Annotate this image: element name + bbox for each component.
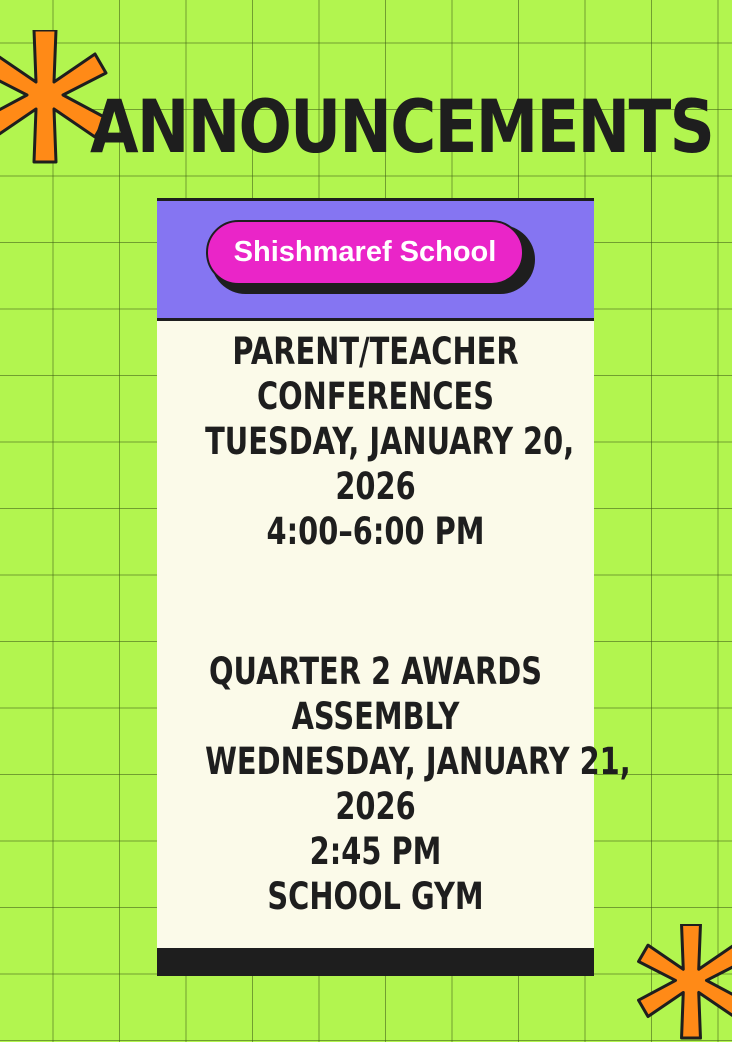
- card-header: [157, 201, 594, 321]
- event-conferences: [157, 329, 594, 554]
- event-awards-assembly: [157, 649, 631, 919]
- event-line: CONFERENCES: [256, 375, 495, 418]
- asterisk-icon: [632, 924, 732, 1042]
- event-line: TUESDAY, JANUARY 20,: [205, 420, 575, 463]
- card-footer: [157, 948, 594, 976]
- event-line: SCHOOL GYM: [267, 875, 484, 918]
- event-line: 4:00–6:00 PM: [266, 510, 485, 553]
- event-line: QUARTER 2 AWARDS: [208, 650, 543, 693]
- event-line: 2026: [335, 785, 416, 828]
- school-name: Shishmaref School: [233, 236, 497, 268]
- event-line: ASSEMBLY: [291, 695, 460, 738]
- headline: ANNOUNCEMENTS: [90, 85, 714, 170]
- event-line: PARENT/TEACHER: [232, 330, 519, 373]
- event-line: 2:45 PM: [309, 830, 442, 873]
- school-name-badge: [206, 220, 524, 285]
- event-line: WEDNESDAY, JANUARY 21,: [205, 740, 631, 783]
- event-line: 2026: [335, 465, 416, 508]
- announcement-card: [157, 198, 631, 976]
